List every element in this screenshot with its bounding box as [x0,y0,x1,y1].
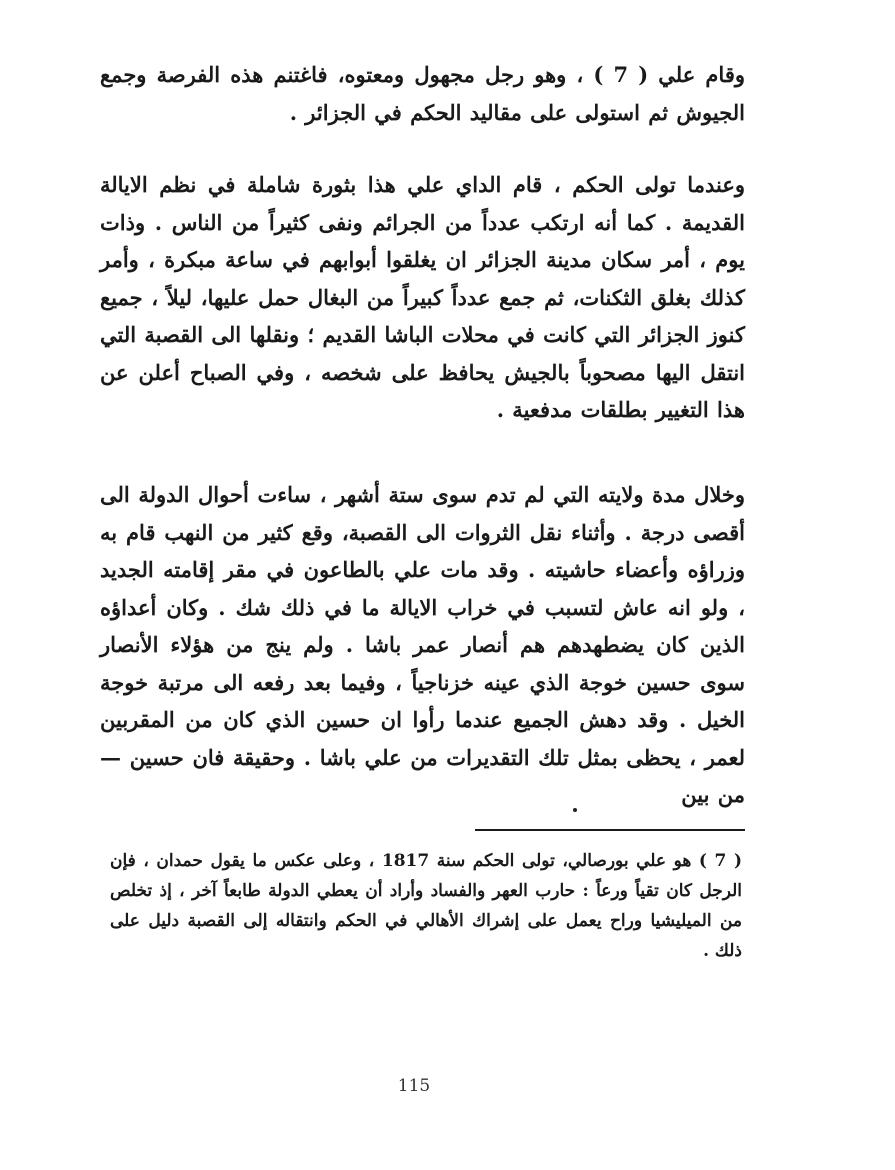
stray-dot [573,808,577,812]
footnote: ( 7 ) هو علي بورصالي، تولى الحكم سنة 1817 ، وعلى عكس ما يقول حمدان ، فإن الرجل كان تقياً ورعاً : حارب العهر والفساد وأراد أن يعطي الدولة طابعاً آخر ، إذ تخلص من الميليشيا وراح يعمل على إشراك الأهالي في الحكم وانتقاله إلى القصبة دليل على ذلك . [110,851,742,961]
paragraph-2: وعندما تولى الحكم ، قام الداي علي هذا بثورة شاملة في نظم الايالة القديمة . كما أنه ارتكب عدداً من الجرائم ونفى كثيراً من الناس . وذات يوم ، أمر سكان مدينة الجزائر ان يغلقوا أبوابهم في ساعة مبكرة ، وأمر كذلك بغلق الثكنات، ثم جمع عدداً كبيراً من البغال حمل عليها، ليلاً ، جميع كنوز الجزائر التي كانت في محلات الباشا القديم ؛ ونقلها الى القصبة التي انتقل اليها مصحوباً بالجيش يحافظ على شخصه ، وفي الصباح أعلن عن هذا التغيير بطلقات مدفعية . [100,172,745,422]
page-number: 115 [397,1076,431,1096]
paragraph-1: وقام علي ( 7 ) ، وهو رجل مجهول ومعتوه، فاغتنم هذه الفرصة وجمع الجيوش ثم استولى على مقاليد الحكم في الجزائر . [100,62,746,125]
footnote-separator [475,829,745,831]
paragraph-3: وخلال مدة ولايته التي لم تدم سوى ستة أشهر ، ساءت أحوال الدولة الى أقصى درجة . وأثناء نقل الثروات الى القصبة، وقع كثير من النهب قام به وزراؤه وأعضاء حاشيته . وقد مات علي بالطاعون في مقر إقامته الجديد ، ولو انه عاش لتسبب في خراب الايالة ما في ذلك شك . وكان أعداؤه الذين كان يضطهدهم هم أنصار عمر باشا . ولم ينج من هؤلاء الأنصار سوى حسين خوجة الذي عينه خزناجياً ، وفيما بعد رفعه الى مرتبة خوجة الخيل . وقد دهش الجميع عندما رأوا ان حسين الذي كان من المقربين لعمر ، يحظى بمثل تلك التقديرات من علي باشا . وحقيقة فان حسين — من بين [100,482,745,807]
